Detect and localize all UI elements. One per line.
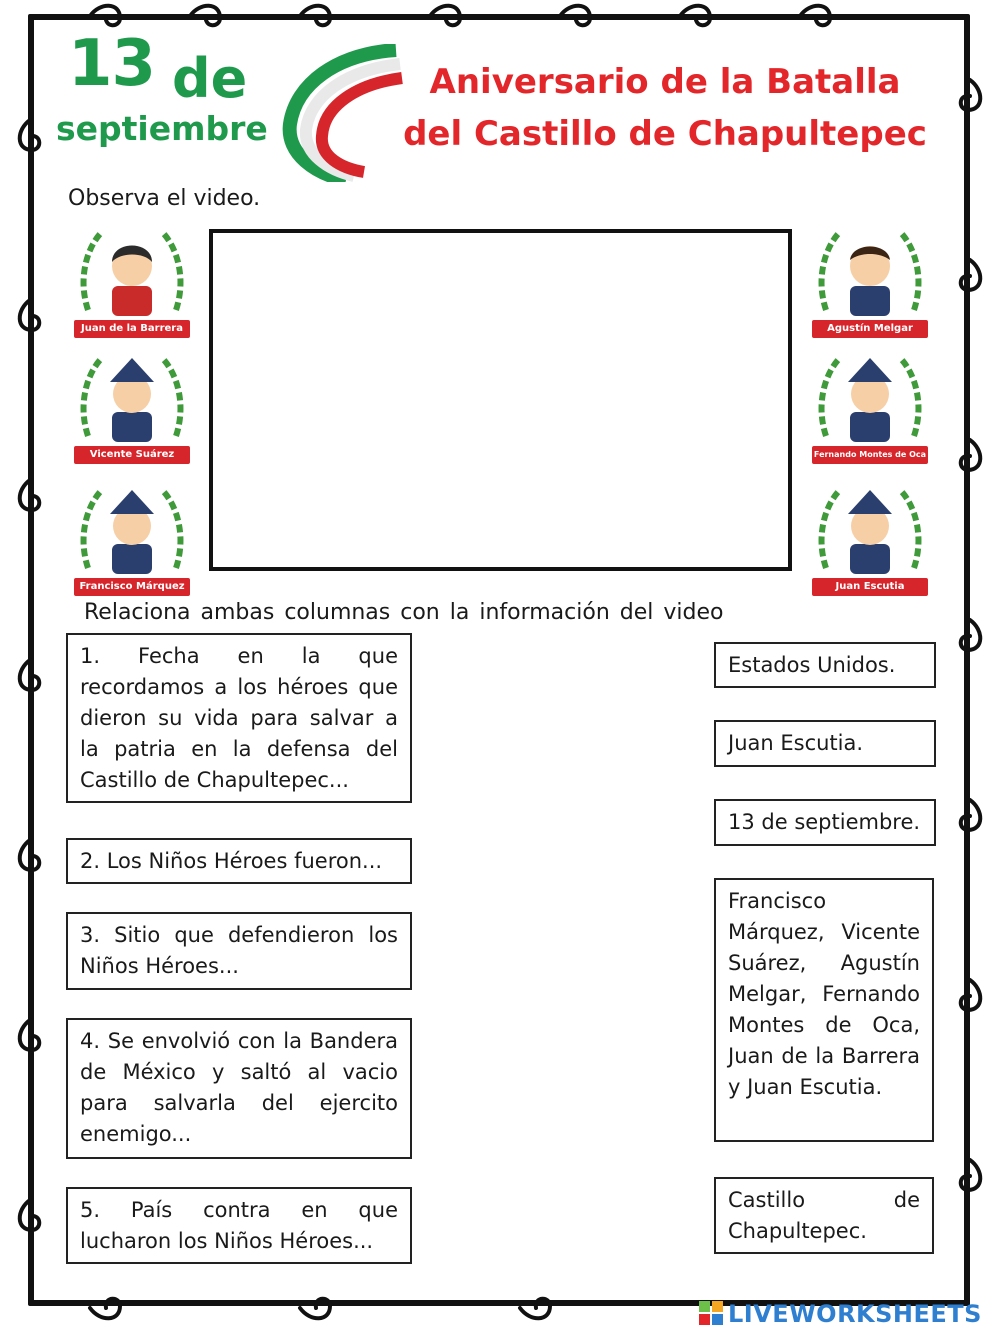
title-line-2: del Castillo de Chapultepec	[403, 114, 927, 154]
question-box-3[interactable]: 3. Sitio que defendieron los Niños Héroes...	[66, 912, 412, 990]
date-preposition: de	[172, 47, 248, 110]
video-player[interactable]	[209, 229, 792, 571]
date-number: 13	[68, 27, 156, 101]
question-box-1[interactable]: 1. Fecha en la que recordamos a los héroes que dieron su vida para salvar a la patria en la defensa del Castillo de Chapultepec...	[66, 633, 412, 803]
date-month: septiembre	[56, 109, 268, 148]
hero-name-label: Fernando Montes de Oca	[812, 446, 928, 464]
answer-box-2[interactable]: Juan Escutia.	[714, 720, 936, 767]
title-line-1: Aniversario de la Batalla	[429, 62, 901, 102]
answer-box-4[interactable]: Francisco Márquez, Vicente Suárez, Agustín Melgar, Fernando Montes de Oca, Juan de la Barrera y Juan Escutia.	[714, 878, 934, 1142]
hero-portrait	[70, 220, 194, 338]
hero-portrait	[70, 478, 194, 596]
page-title	[400, 56, 930, 160]
hero-name-label: Agustín Melgar	[812, 320, 928, 338]
answer-box-1[interactable]: Estados Unidos.	[714, 642, 936, 688]
watch-instruction: Observa el video.	[68, 186, 261, 211]
flag-ribbon-icon	[276, 44, 406, 182]
match-instruction: Relaciona ambas columnas con la información del video	[84, 600, 724, 625]
answer-box-3[interactable]: 13 de septiembre.	[714, 799, 936, 846]
answer-box-5[interactable]: Castillo de Chapultepec.	[714, 1177, 934, 1254]
hero-name-label: Juan de la Barrera	[74, 320, 190, 338]
hero-portrait	[808, 346, 932, 464]
hero-portrait	[70, 346, 194, 464]
liveworksheets-logo-icon	[698, 1300, 724, 1326]
question-box-5[interactable]: 5. País contra en que lucharon los Niños Héroes...	[66, 1187, 412, 1264]
hero-name-label: Vicente Suárez	[74, 446, 190, 464]
liveworksheets-logo: LIVEWORKSHEETS	[728, 1300, 982, 1328]
question-box-2[interactable]: 2. Los Niños Héroes fueron...	[66, 838, 412, 884]
question-box-4[interactable]: 4. Se envolvió con la Bandera de México y saltó al vacio para salvarla del ejercito enemigo...	[66, 1018, 412, 1159]
hero-portrait	[808, 220, 932, 338]
hero-portrait	[808, 478, 932, 596]
hero-name-label: Francisco Márquez	[74, 578, 190, 596]
hero-name-label: Juan Escutia	[812, 578, 928, 596]
